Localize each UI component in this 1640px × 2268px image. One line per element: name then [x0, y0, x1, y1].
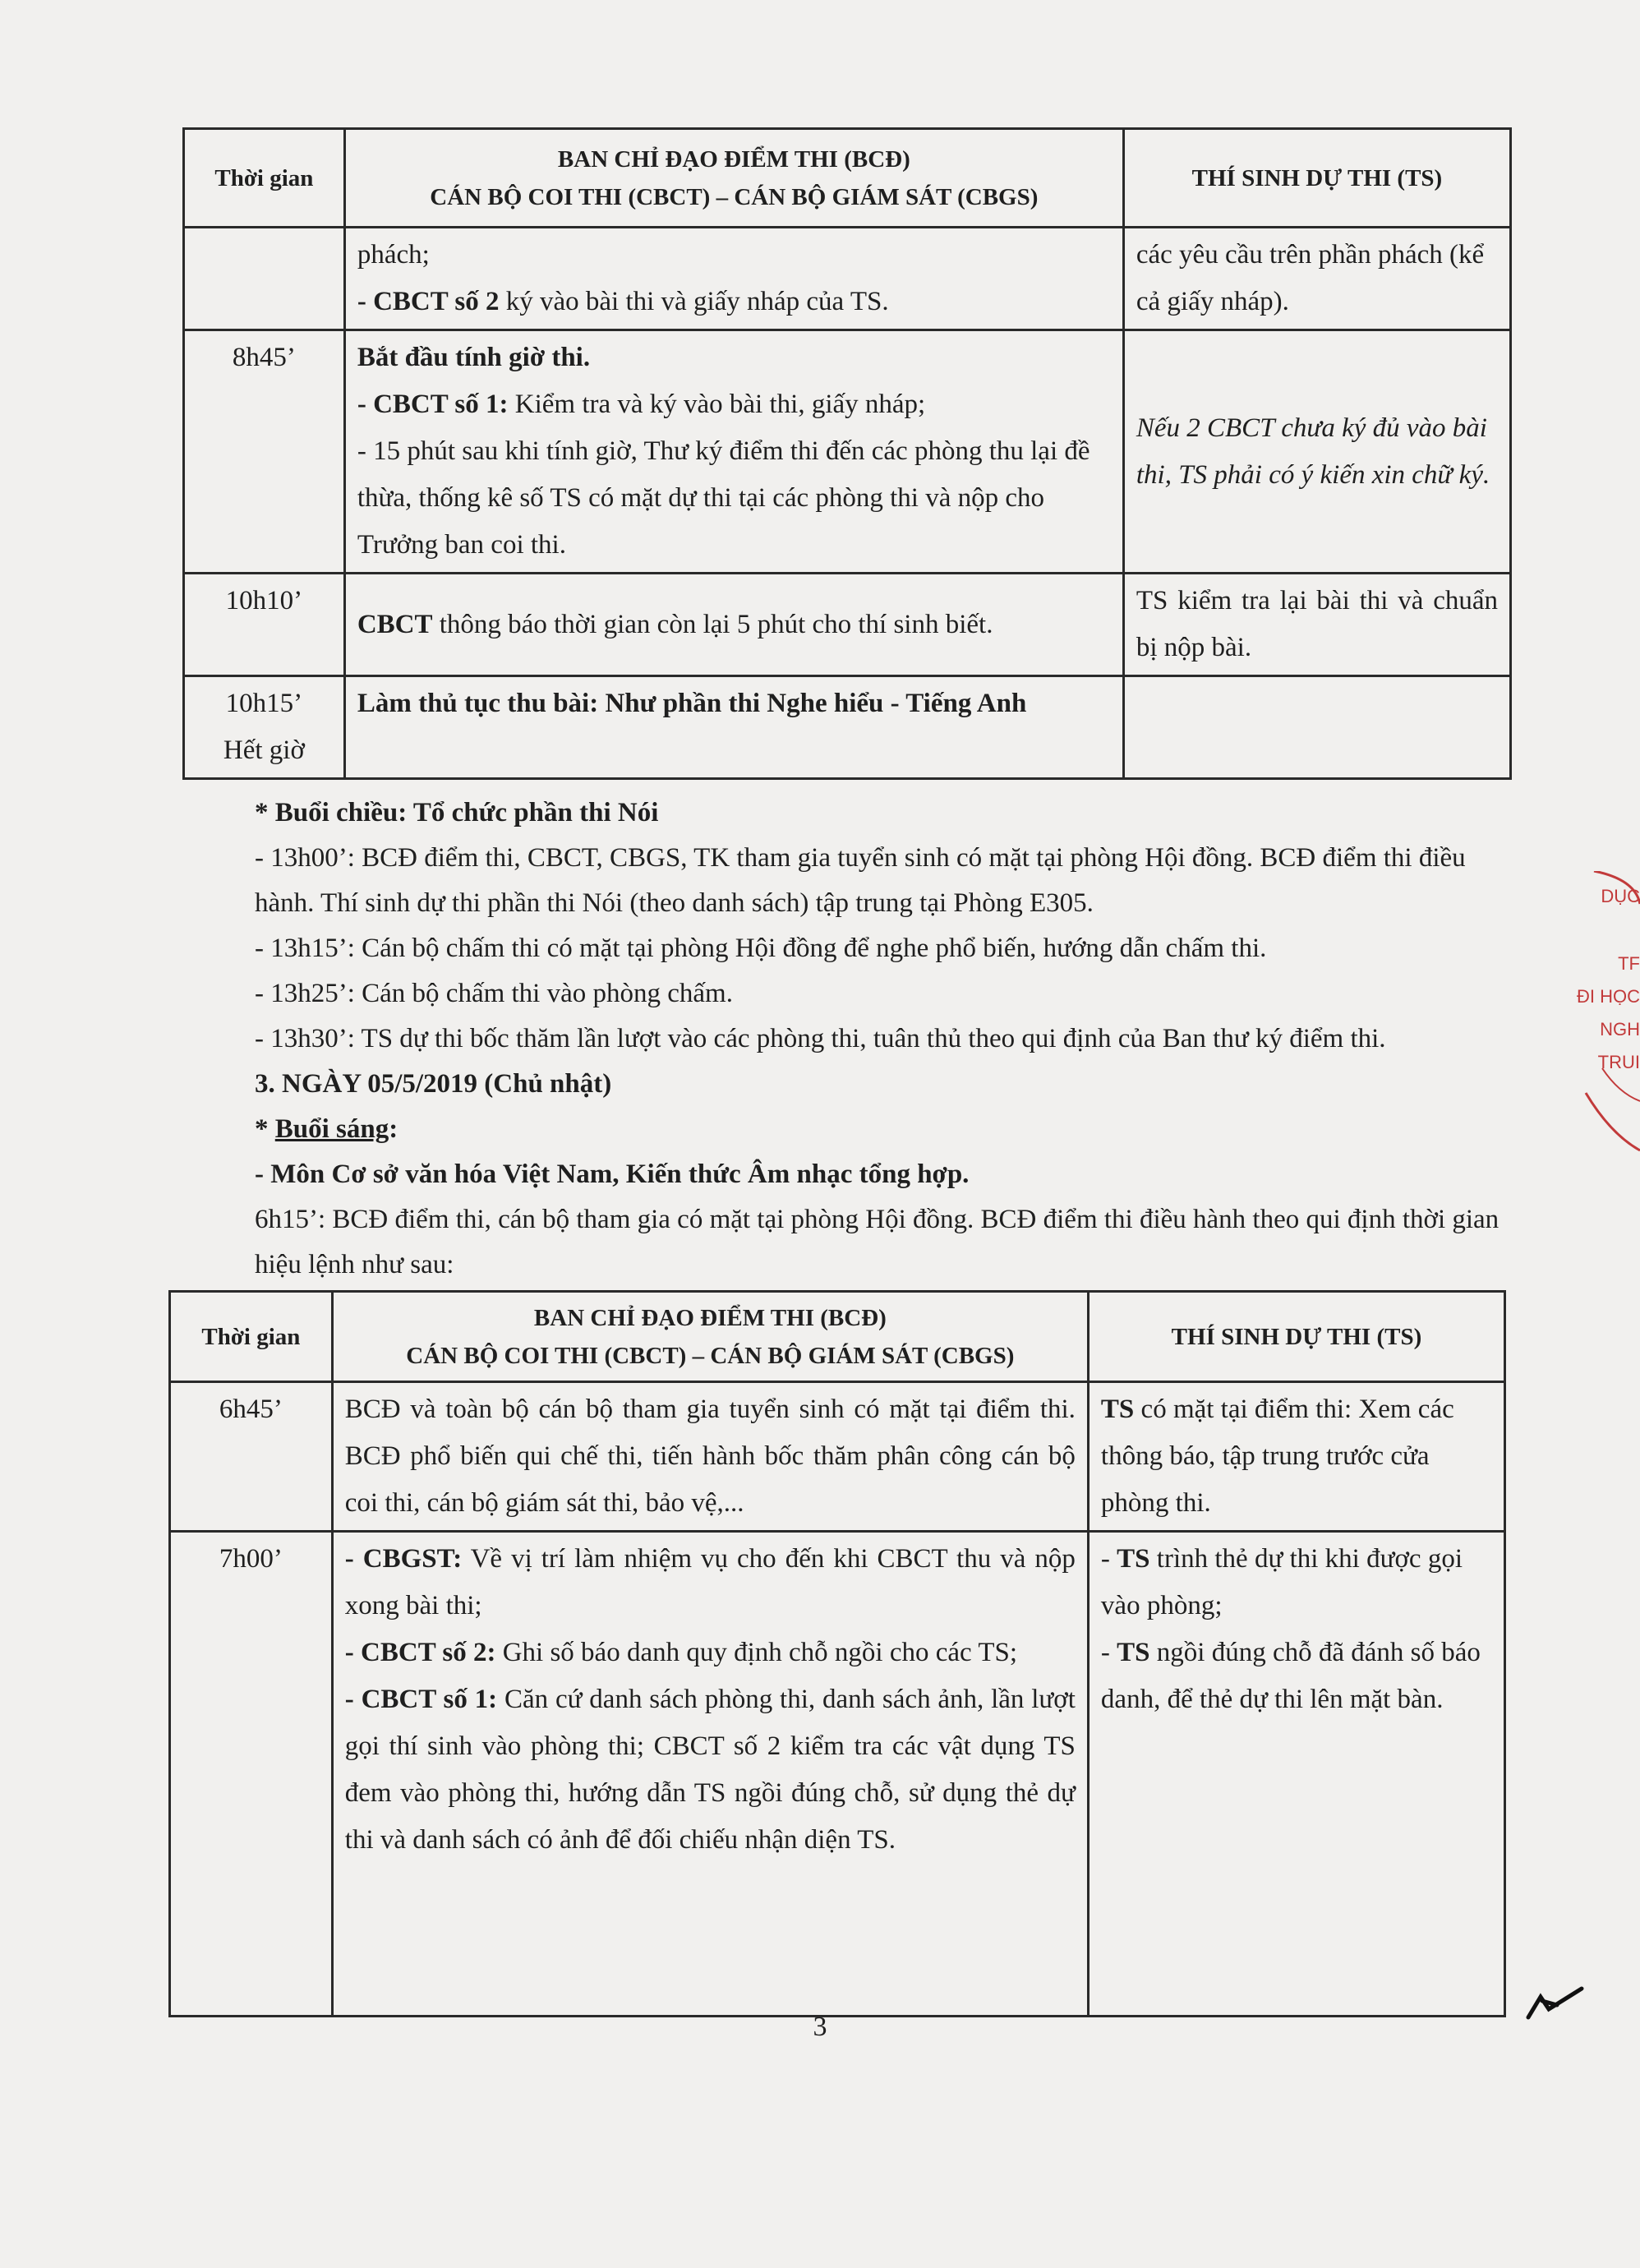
bcd-text — [345, 1630, 1076, 1676]
ts-rest: trình thẻ dự thi khi được gọi vào phòng; — [1100, 1544, 1463, 1620]
stamp-text: TF — [1618, 953, 1640, 974]
time-cell: 6h45’ — [170, 1382, 333, 1532]
page-number: 3 — [813, 2012, 827, 2042]
signature-mark-icon — [1524, 1976, 1590, 2026]
header-bcd-line2: CÁN BỘ COI THI (CBCT) – CÁN BỘ GIÁM SÁT (CBGS) — [406, 1342, 1015, 1369]
bcd-bold: - CBCT số 2: — [344, 1638, 496, 1667]
morning-prefix: * — [255, 1114, 275, 1144]
bcd-text: - 15 phút sau khi tính giờ, Thư ký điểm thi đến các phòng thu lại đề thừa, thống kê số TS có mặt dự thi tại các phòng thi và nộp cho Trưởng ban coi thi. — [357, 436, 1090, 560]
day-heading-text: 3. NGÀY 05/5/2019 (Chủ nhật) — [255, 1069, 612, 1099]
morning-heading — [255, 1107, 1512, 1152]
bcd-rest: thông báo thời gian còn lại 5 phút cho thí sinh biết. — [432, 609, 993, 639]
time-cell — [184, 676, 345, 779]
ts-cell — [1088, 1382, 1504, 1532]
stamp-text: TRUI — [1597, 1052, 1640, 1072]
bcd-bold: - CBCT số 2 — [357, 287, 500, 316]
header-ts: THÍ SINH DỰ THI (TS) — [1123, 129, 1510, 228]
bcd-cell: BCĐ và toàn bộ cán bộ tham gia tuyển sinh có mặt tại điểm thi. BCĐ phổ biến qui chế thi, tiến hành bốc thăm phân công cán bộ coi thi, cán bộ giám sát thi, bảo vệ,... — [332, 1382, 1088, 1532]
schedule-table-2 — [168, 1290, 1506, 2017]
text-section — [255, 791, 1512, 1288]
bcd-cell — [344, 228, 1123, 330]
table-row — [184, 228, 1511, 330]
bcd-cell — [344, 676, 1123, 779]
header-time: Thời gian — [184, 129, 345, 228]
header-bcd — [332, 1292, 1088, 1382]
stamp-fragment — [1561, 871, 1640, 1167]
header-bcd-line1: BAN CHỈ ĐẠO ĐIỂM THI (BCĐ) — [557, 145, 910, 173]
bcd-rest: Căn cứ danh sách phòng thi, danh sách ảnh, lần lượt gọi thí sinh vào phòng thi; CBCT số 2 kiểm tra các vật dụng TS đem vào phòng thi, hướng dẫn TS ngồi đúng chỗ, sử dụng thẻ dự thi và danh sách có ảnh để đối chiếu nhận diện TS. — [344, 1685, 1076, 1855]
ts-cell — [1088, 1532, 1504, 2017]
header-time: Thời gian — [170, 1292, 333, 1382]
ts-bold: TS — [1117, 1544, 1150, 1574]
day-heading — [255, 1062, 1512, 1107]
ts-bold: TS — [1100, 1394, 1135, 1424]
header-bcd-line1: BAN CHỈ ĐẠO ĐIỂM THI (BCĐ) — [533, 1304, 887, 1331]
afternoon-heading-text: * Buổi chiều: Tổ chức phần thi Nói — [255, 798, 659, 827]
bcd-cell — [344, 574, 1123, 676]
ts-text — [1101, 1630, 1492, 1723]
stamp-text: ĐI HỌC — [1577, 986, 1640, 1007]
bcd-bold: CBCT — [357, 609, 433, 639]
afternoon-heading — [255, 791, 1512, 836]
morning-label: Buổi sáng — [274, 1114, 389, 1144]
header-ts: THÍ SINH DỰ THI (TS) — [1088, 1292, 1504, 1382]
bcd-bold: Bắt đầu tính giờ thi. — [357, 343, 591, 372]
morning-suffix: : — [389, 1114, 398, 1144]
bcd-bold: - CBGST: — [344, 1544, 463, 1574]
stamp-text: NGH — [1600, 1019, 1640, 1040]
paragraph: 6h15’: BCĐ điểm thi, cán bộ tham gia có mặt tại phòng Hội đồng. BCĐ điểm thi điều hành theo qui định thời gian hiệu lệnh như sau: — [255, 1205, 1499, 1279]
table-header-row — [184, 129, 1511, 228]
ts-rest: có mặt tại điểm thi: Xem các thông báo, tập trung trước cửa phòng thi. — [1100, 1394, 1454, 1518]
bcd-rest: Ghi số báo danh quy định chỗ ngồi cho các TS; — [495, 1638, 1017, 1667]
table-row — [184, 676, 1511, 779]
bcd-text — [357, 279, 1111, 325]
ts-bold: TS — [1117, 1638, 1150, 1667]
bcd-rest: Về vị trí làm nhiệm vụ cho đến khi CBCT thu và nộp xong bài thi; — [344, 1544, 1076, 1620]
bcd-cell — [344, 330, 1123, 574]
ts-cell: các yêu cầu trên phần phách (kể cả giấy nháp). — [1123, 228, 1510, 330]
bcd-cell — [332, 1532, 1088, 2017]
bcd-text — [345, 1676, 1076, 1864]
table-header-row — [170, 1292, 1505, 1382]
subjects-line — [255, 1152, 1512, 1197]
paragraph: - 13h15’: Cán bộ chấm thi có mặt tại phòng Hội đồng để nghe phổ biến, hướng dẫn chấm thi. — [255, 933, 1267, 963]
ts-rest: ngồi đúng chỗ đã đánh số báo danh, để thẻ dự thi lên mặt bàn. — [1100, 1638, 1481, 1714]
paragraph: - 13h00’: BCĐ điểm thi, CBCT, CBGS, TK tham gia tuyển sinh có mặt tại phòng Hội đồng. BCĐ điểm thi điều hành. Thí sinh dự thi phần thi Nói (theo danh sách) tập trung tại Phòng E305. — [255, 843, 1466, 918]
bcd-rest: ký vào bài thi và giấy nháp của TS. — [499, 287, 889, 316]
header-bcd — [344, 129, 1123, 228]
paragraph: - 13h25’: Cán bộ chấm thi vào phòng chấm. — [255, 979, 733, 1008]
bcd-bold: - CBCT số 1: — [344, 1685, 498, 1714]
header-bcd-line2: CÁN BỘ COI THI (CBCT) – CÁN BỘ GIÁM SÁT (CBGS) — [430, 183, 1039, 210]
ts-prefix: - — [1100, 1544, 1117, 1574]
schedule-table-1 — [182, 127, 1512, 780]
ts-cell — [1123, 676, 1510, 779]
bcd-text — [345, 1536, 1076, 1630]
table-row — [184, 330, 1511, 574]
table-row — [170, 1382, 1505, 1532]
table-row — [184, 574, 1511, 676]
time-text: Hết giờ — [223, 735, 305, 765]
paragraph: - 13h30’: TS dự thi bốc thăm lần lượt vào các phòng thi, tuân thủ theo qui định của Ban thư ký điểm thi. — [255, 1024, 1386, 1053]
stamp-text: DỤC — [1601, 886, 1640, 906]
bcd-text — [357, 381, 1111, 428]
time-cell: 10h10’ — [184, 574, 345, 676]
ts-text — [1101, 1536, 1492, 1630]
bcd-rest: Kiểm tra và ký vào bài thi, giấy nháp; — [508, 390, 926, 419]
bcd-text: phách; — [357, 240, 430, 270]
bcd-bold: - CBCT số 1: — [357, 390, 509, 419]
time-cell: 8h45’ — [184, 330, 345, 574]
subjects-text: - Môn Cơ sở văn hóa Việt Nam, Kiến thức Âm nhạc tổng hợp. — [255, 1159, 970, 1189]
bcd-heading — [357, 334, 1111, 381]
ts-cell: TS kiểm tra lại bài thi và chuẩn bị nộp bài. — [1123, 574, 1510, 676]
time-text: 10h15’ — [225, 689, 303, 718]
ts-prefix: - — [1100, 1638, 1117, 1667]
table-row — [170, 1532, 1505, 2017]
ts-cell: Nếu 2 CBCT chưa ký đủ vào bài thi, TS phải có ý kiến xin chữ ký. — [1123, 330, 1510, 574]
bcd-bold: Làm thủ tục thu bài: Như phần thi Nghe hiểu - Tiếng Anh — [357, 689, 1027, 718]
time-cell: 7h00’ — [170, 1532, 333, 2017]
time-cell — [184, 228, 345, 330]
